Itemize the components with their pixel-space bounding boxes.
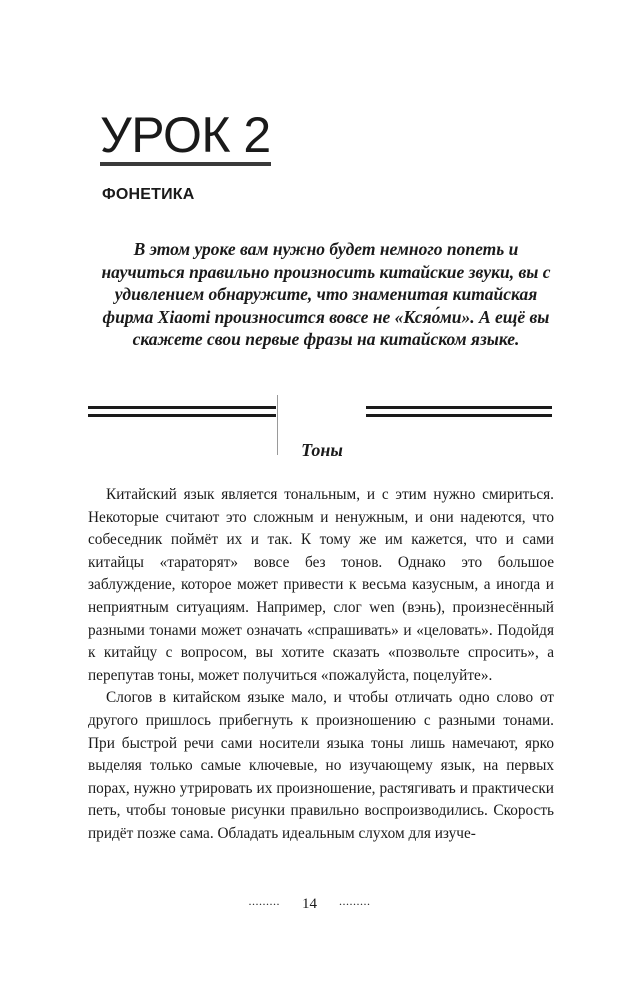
footer-dots-left: .........	[248, 894, 280, 908]
paragraph: Слогов в китайском языке мало, и чтобы отличать одно слово от другого пришлось прибегнуть к произношению с разными тонами. При быстрой речи сами носители языка тоны лишь намечают, ярко выделяя только самые ключевые, но изучающему язык, на первых порах, нужно утрировать их произношение, растягивать и практически петь, чтобы тоновые рисунки правильно воспроизводились. Скорость придёт позже сама. Обладать идеальным слухом для изуче-	[88, 689, 554, 842]
footer-dots-right: .........	[339, 894, 371, 908]
section-label: ФОНЕТИКА	[102, 186, 195, 203]
lesson-intro: В этом уроке вам нужно будет немного попеть и научиться правильно произносить китайские звуки, вы с удивлением обнаружите, что знаменитая китайская фирма Xiaomi произносится вовсе не «Ксяо́ми». А ещё вы скажете свои первые фразы на китайском языке.	[101, 239, 551, 350]
page-footer	[0, 896, 619, 913]
subheading-tones: Тоны	[301, 440, 343, 460]
page-number: 14	[302, 896, 317, 912]
decorative-rule-right	[366, 406, 552, 418]
lesson-title: УРОК 2	[100, 110, 271, 166]
decorative-rule-left	[88, 406, 276, 418]
paragraph: Китайский язык является тональным, и с этим нужно смириться. Некоторые считают это сложным и ненужным, и они надеются, что собеседник поймёт их и так. К тому же им кажется, что и сами китайцы «тараторят» вовсе без тонов. Однако это большое заблуждение, которое может привести к весьма казусным, а иногда и неприятным ситуациям. Например, слог wen (вэнь), произнесённый разными тонами может означать «спрашивать» и «целовать». Подойдя к китайцу с вопросом, вы хотите сказать «позвольте спросить», а перепутав тоны, может получиться «пожалуйста, поцелуйте».	[88, 486, 554, 684]
body-text	[88, 484, 554, 846]
